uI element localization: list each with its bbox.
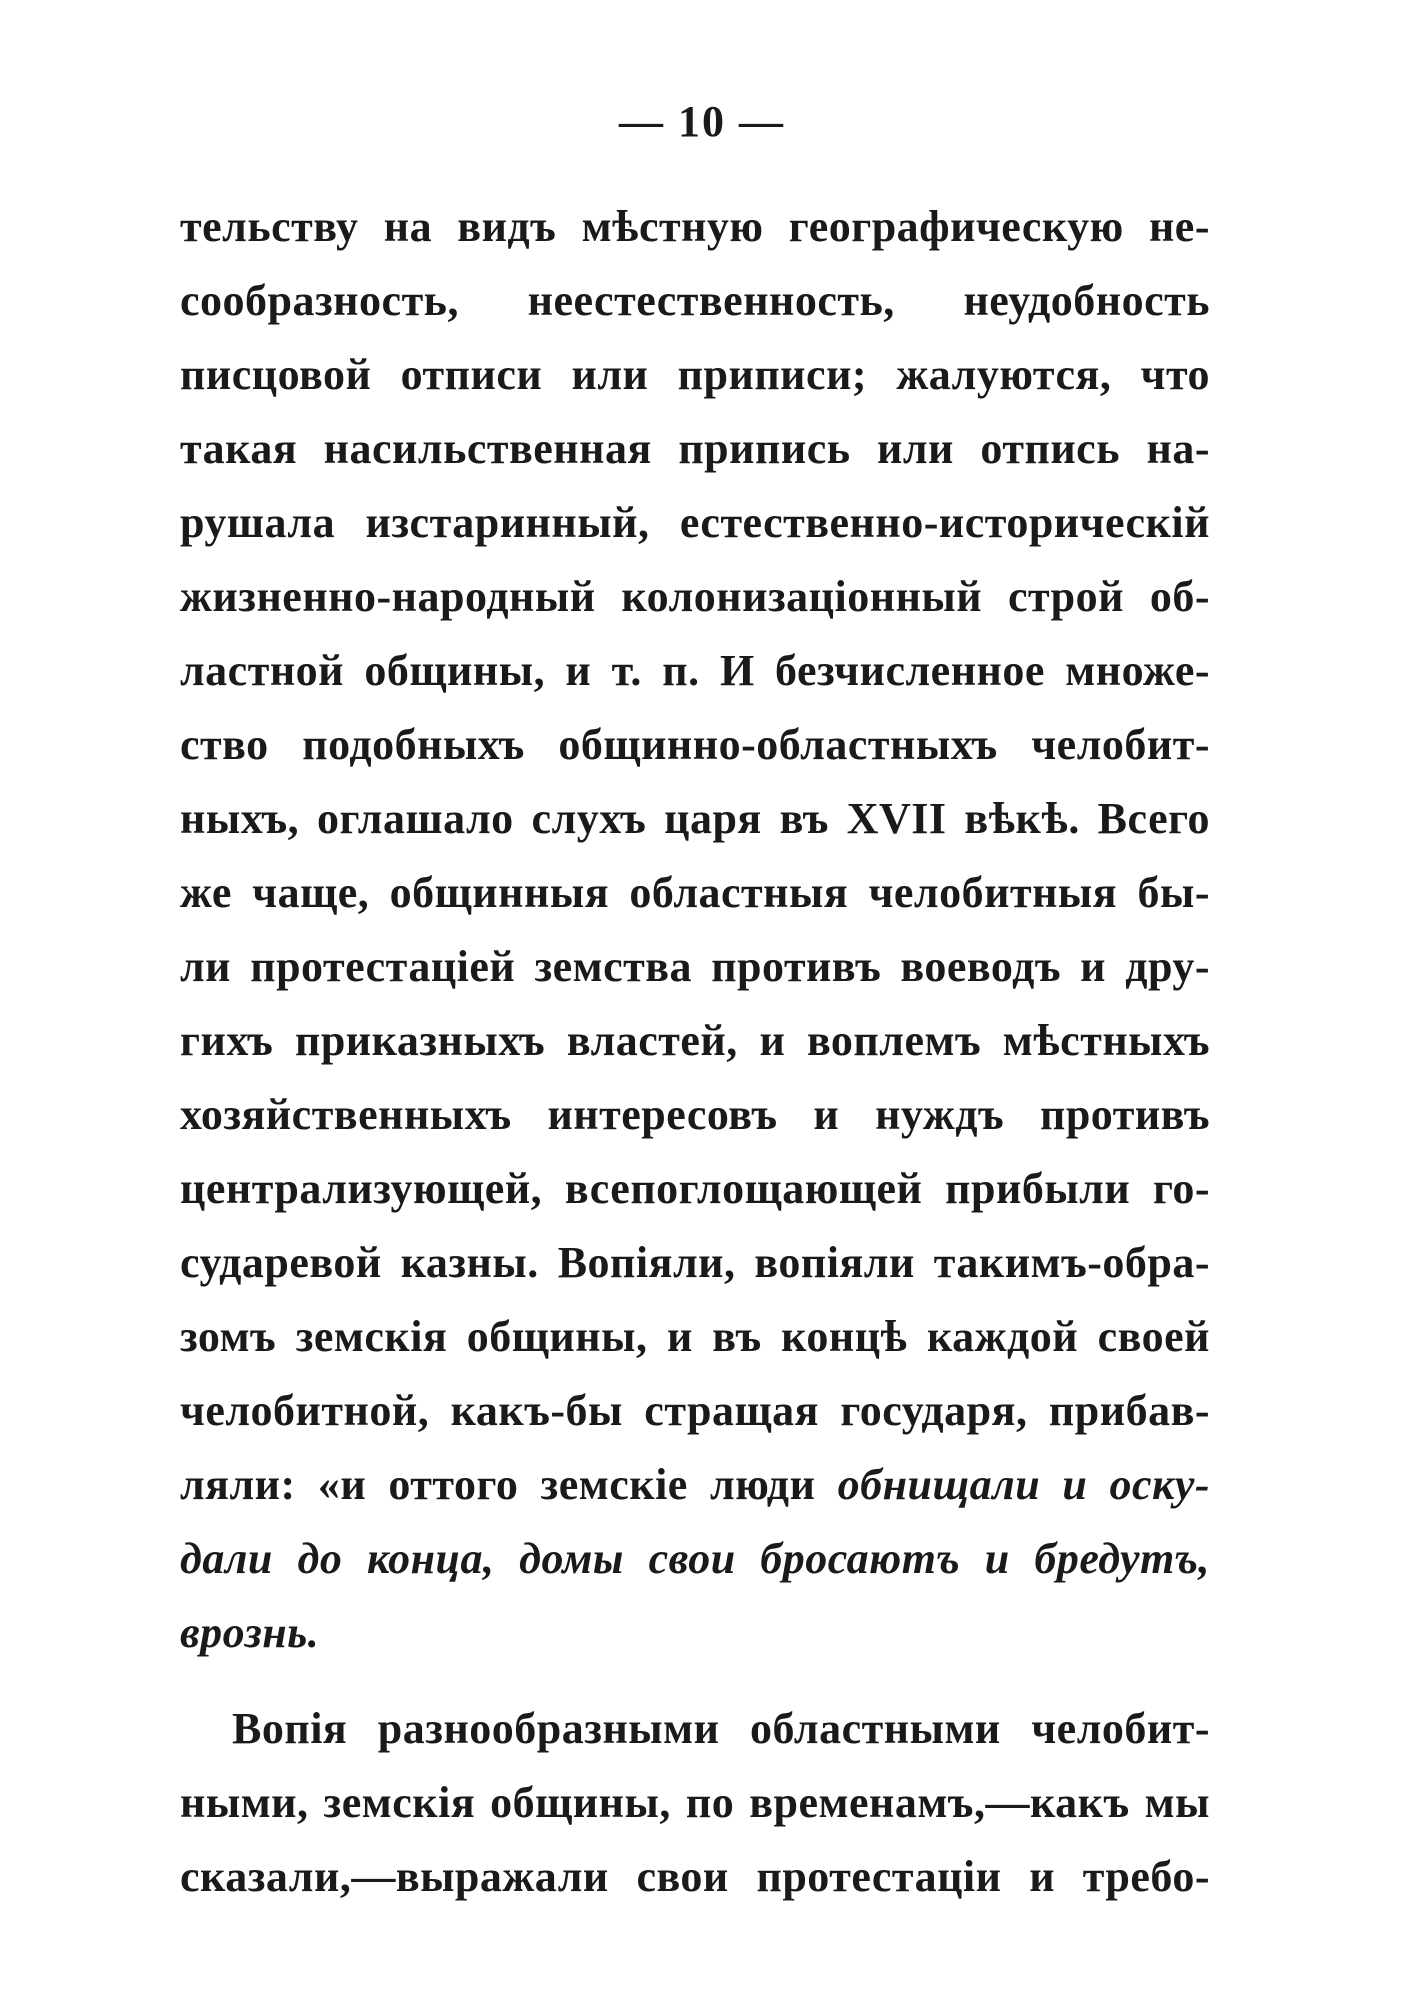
- text-line: ство подобныхъ общинно-областныхъ челобит-: [180, 720, 1210, 769]
- text-line: централизующей, всепоглощающей прибыли го-: [180, 1164, 1210, 1213]
- text-line: зомъ земскія общины, и въ концѣ каждой своей: [180, 1312, 1210, 1361]
- text-line: писцовой отписи или приписи; жалуются, что: [180, 350, 1210, 399]
- quote-lead-text: ляли: «и оттого земскіе люди: [180, 1460, 838, 1509]
- quote-italic-text: врознь.: [180, 1608, 320, 1657]
- text-line: ластной общины, и т. п. И безчисленное множе-: [180, 646, 1210, 695]
- text-line: ными, земскія общины, по временамъ,—какъ мы: [180, 1778, 1210, 1827]
- page-number: — 10 —: [619, 97, 785, 146]
- text-line: сказали,—выражали свои протестаціи и требо-: [180, 1852, 1210, 1901]
- text-line: же чаще, общинныя областныя челобитныя бы-: [180, 868, 1210, 917]
- quote-line: [180, 1522, 1210, 1596]
- text-line: челобитной, какъ-бы стращая государя, прибав-: [180, 1386, 1210, 1435]
- text-line: жизненно-народный колонизаціонный строй об-: [180, 572, 1210, 621]
- quote-line: [180, 1448, 1210, 1522]
- text-line: ли протестаціей земства противъ воеводъ и дру-: [180, 942, 1210, 991]
- text-line: хозяйственныхъ интересовъ и нуждъ противъ: [180, 1090, 1210, 1139]
- quote-italic-text: дали до конца, домы свои бросаютъ и бредутъ,: [180, 1534, 1210, 1583]
- text-line: гихъ приказныхъ властей, и воплемъ мѣстныхъ: [180, 1016, 1210, 1065]
- text-line: сударевой казны. Вопіяли, вопіяли такимъ-обра-: [180, 1238, 1210, 1287]
- text-line: ныхъ, оглашало слухъ царя въ XVII вѣкѣ. Всего: [180, 794, 1210, 843]
- text-line: сообразность, неестественность, неудобность: [180, 276, 1210, 325]
- quote-line: [180, 1596, 1210, 1670]
- paragraph-gap: [180, 1670, 1210, 1692]
- text-line: Вопія разнообразными областными челобит-: [232, 1704, 1210, 1753]
- text-line: такая насильственная припись или отпись на-: [180, 424, 1210, 473]
- quote-italic-text: обнищали и оску-: [837, 1460, 1211, 1509]
- text-line: рушала изстаринный, естественно-историческій: [180, 498, 1210, 547]
- page-text: [180, 190, 1210, 1914]
- text-line: тельству на видъ мѣстную географическую не-: [180, 202, 1210, 251]
